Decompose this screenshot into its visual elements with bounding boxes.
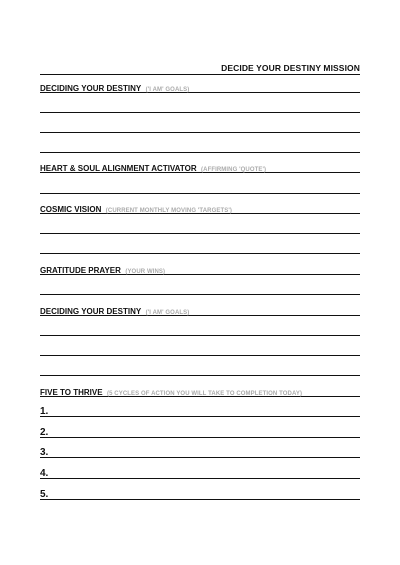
- section-hint: ('I AM' GOALS): [145, 87, 190, 93]
- section-heading-deciding-destiny: [40, 81, 360, 93]
- section-title: DECIDING YOUR DESTINY: [40, 84, 142, 93]
- section-title: HEART & SOUL ALIGNMENT ACTIVATOR: [40, 164, 197, 173]
- write-line[interactable]: [40, 355, 360, 356]
- section-heading-heart-soul: [40, 161, 360, 173]
- write-line[interactable]: [40, 375, 360, 376]
- section-hint: (AFFIRMING 'QUOTE'): [201, 167, 267, 173]
- section-hint: (5 CYCLES OF ACTION YOU WILL TAKE TO COMPLETION TODAY): [106, 391, 303, 397]
- item-number: 1.: [40, 406, 49, 417]
- section-hint: (YOUR WINS): [125, 269, 166, 275]
- write-line[interactable]: [40, 294, 360, 295]
- section-title: GRATITUDE PRAYER: [40, 266, 121, 275]
- write-line[interactable]: [40, 335, 360, 336]
- section-heading-five-to-thrive: [40, 385, 360, 397]
- section-hint: ('I AM' GOALS): [145, 310, 190, 316]
- action-line-3[interactable]: [40, 444, 360, 458]
- item-number: 3.: [40, 447, 49, 458]
- section-heading-cosmic-vision: [40, 202, 360, 214]
- write-line[interactable]: [40, 253, 360, 254]
- write-line[interactable]: [40, 233, 360, 234]
- write-line[interactable]: [40, 193, 360, 194]
- section-heading-deciding-destiny-2: [40, 304, 360, 316]
- item-number: 2.: [40, 427, 49, 438]
- section-title: FIVE TO THRIVE: [40, 388, 103, 397]
- action-line-5[interactable]: [40, 486, 360, 500]
- page-title: DECIDE YOUR DESTINY MISSION: [40, 63, 360, 75]
- action-line-1[interactable]: [40, 403, 360, 417]
- section-title: COSMIC VISION: [40, 205, 102, 214]
- section-heading-gratitude-prayer: [40, 263, 360, 275]
- action-line-2[interactable]: [40, 424, 360, 438]
- item-number: 5.: [40, 489, 49, 500]
- write-line[interactable]: [40, 152, 360, 153]
- write-line[interactable]: [40, 112, 360, 113]
- section-title: DECIDING YOUR DESTINY: [40, 307, 142, 316]
- write-line[interactable]: [40, 132, 360, 133]
- item-number: 4.: [40, 468, 49, 479]
- action-line-4[interactable]: [40, 465, 360, 479]
- section-hint: (CURRENT MONTHLY MOVING 'TARGETS'): [105, 208, 232, 214]
